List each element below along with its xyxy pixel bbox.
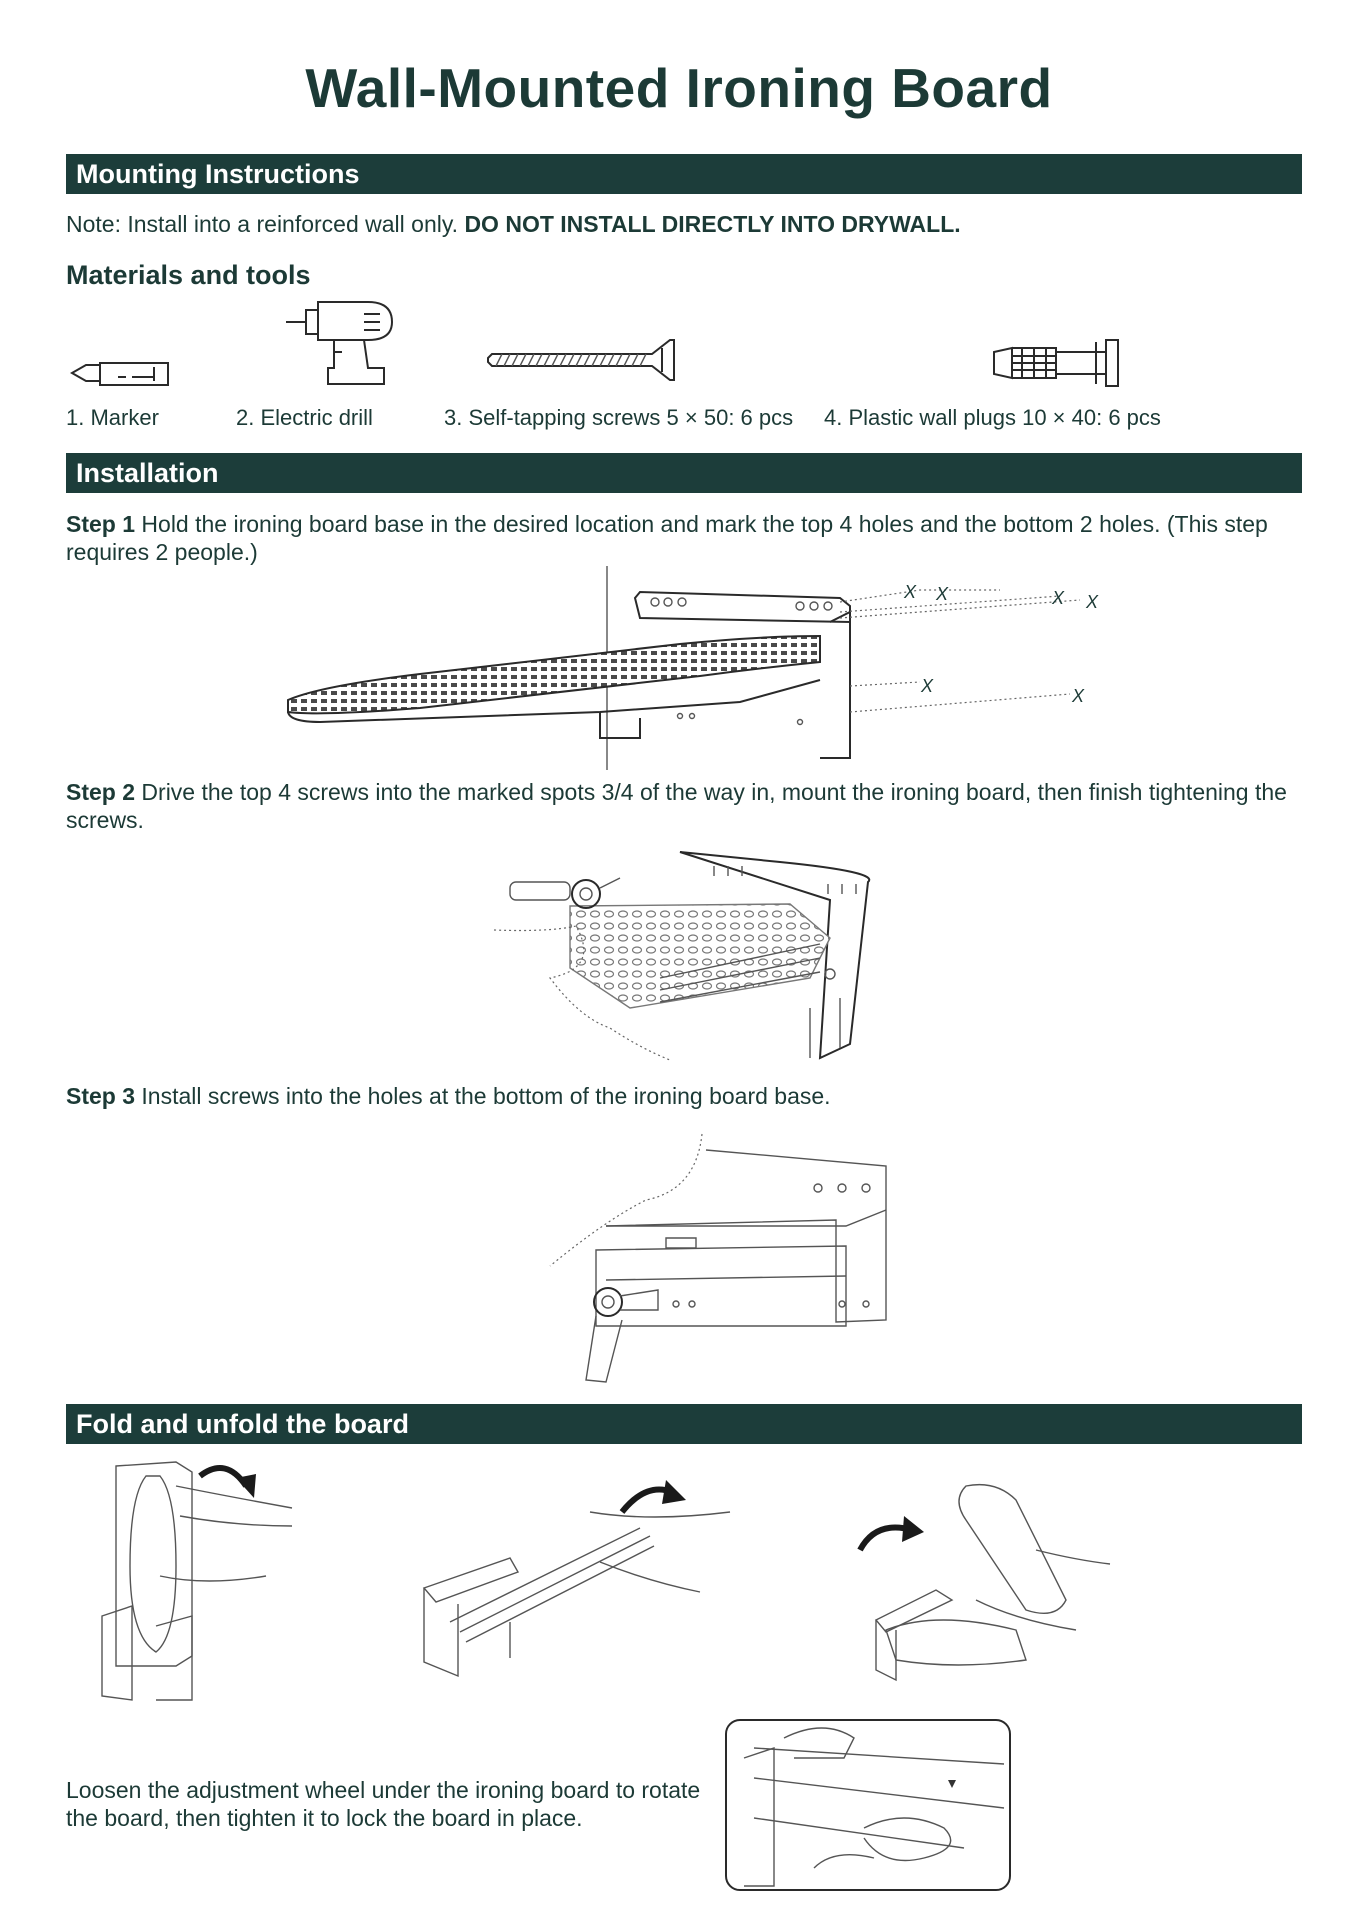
step-1-label: Step 1 — [66, 511, 136, 537]
mark-x-5: X — [921, 676, 934, 696]
step-3-label: Step 3 — [66, 1083, 136, 1109]
install-note — [66, 210, 1306, 238]
marker-icon — [70, 355, 170, 390]
install-note-text: Note: Install into a reinforced wall only. — [66, 211, 459, 237]
tool-label-drill: 2. Electric drill — [236, 405, 373, 430]
step-2-illustration — [490, 848, 880, 1068]
tool-label-marker: 1. Marker — [66, 405, 159, 430]
wall-plug-icon — [992, 338, 1132, 388]
mark-x-3: X — [1052, 588, 1065, 608]
adjustment-wheel-illustration — [724, 1718, 1014, 1894]
fold-instruction-text: Loosen the adjustment wheel under the ironing board to rotate the board, then tighten it to lock the board in place. — [66, 1777, 701, 1831]
step-2-text: Drive the top 4 screws into the marked spots 3/4 of the way in, mount the ironing board, then finish tightening the screws. — [66, 779, 1287, 833]
mark-x-2: X — [936, 584, 949, 604]
mark-x-1: X — [904, 582, 917, 602]
section-header-installation: Installation — [66, 453, 1302, 493]
mark-x-4: X — [1086, 592, 1099, 612]
step-3-instruction — [66, 1082, 1306, 1110]
mark-x-6: X — [1072, 686, 1085, 706]
drywall-warning: DO NOT INSTALL DIRECTLY INTO DRYWALL. — [464, 211, 961, 237]
step-1-instruction — [66, 510, 1306, 566]
page-title: Wall-Mounted Ironing Board — [305, 57, 1053, 119]
step-2-instruction — [66, 778, 1306, 834]
electric-drill-icon — [284, 298, 394, 388]
fold-step-2-illustration — [410, 1472, 730, 1682]
fold-step-1-illustration — [96, 1456, 306, 1706]
step-1-text: Hold the ironing board base in the desired location and mark the top 4 holes and the bottom 2 holes. (This step requires 2 people.) — [66, 511, 1268, 565]
section-header-mounting: Mounting Instructions — [66, 154, 1302, 194]
step-3-text: Install screws into the holes at the bottom of the ironing board base. — [141, 1083, 831, 1109]
fold-step-3-illustration — [856, 1480, 1116, 1690]
materials-heading: Materials and tools — [66, 260, 311, 290]
screw-icon — [484, 336, 684, 386]
step-1-illustration — [280, 562, 1110, 772]
tool-label-screws: 3. Self-tapping screws 5 × 50: 6 pcs — [444, 405, 794, 430]
step-3-illustration — [546, 1130, 896, 1390]
tool-label-wall-plugs: 4. Plastic wall plugs 10 × 40: 6 pcs — [824, 405, 1161, 430]
section-header-fold: Fold and unfold the board — [66, 1404, 1302, 1444]
step-2-label: Step 2 — [66, 779, 136, 805]
